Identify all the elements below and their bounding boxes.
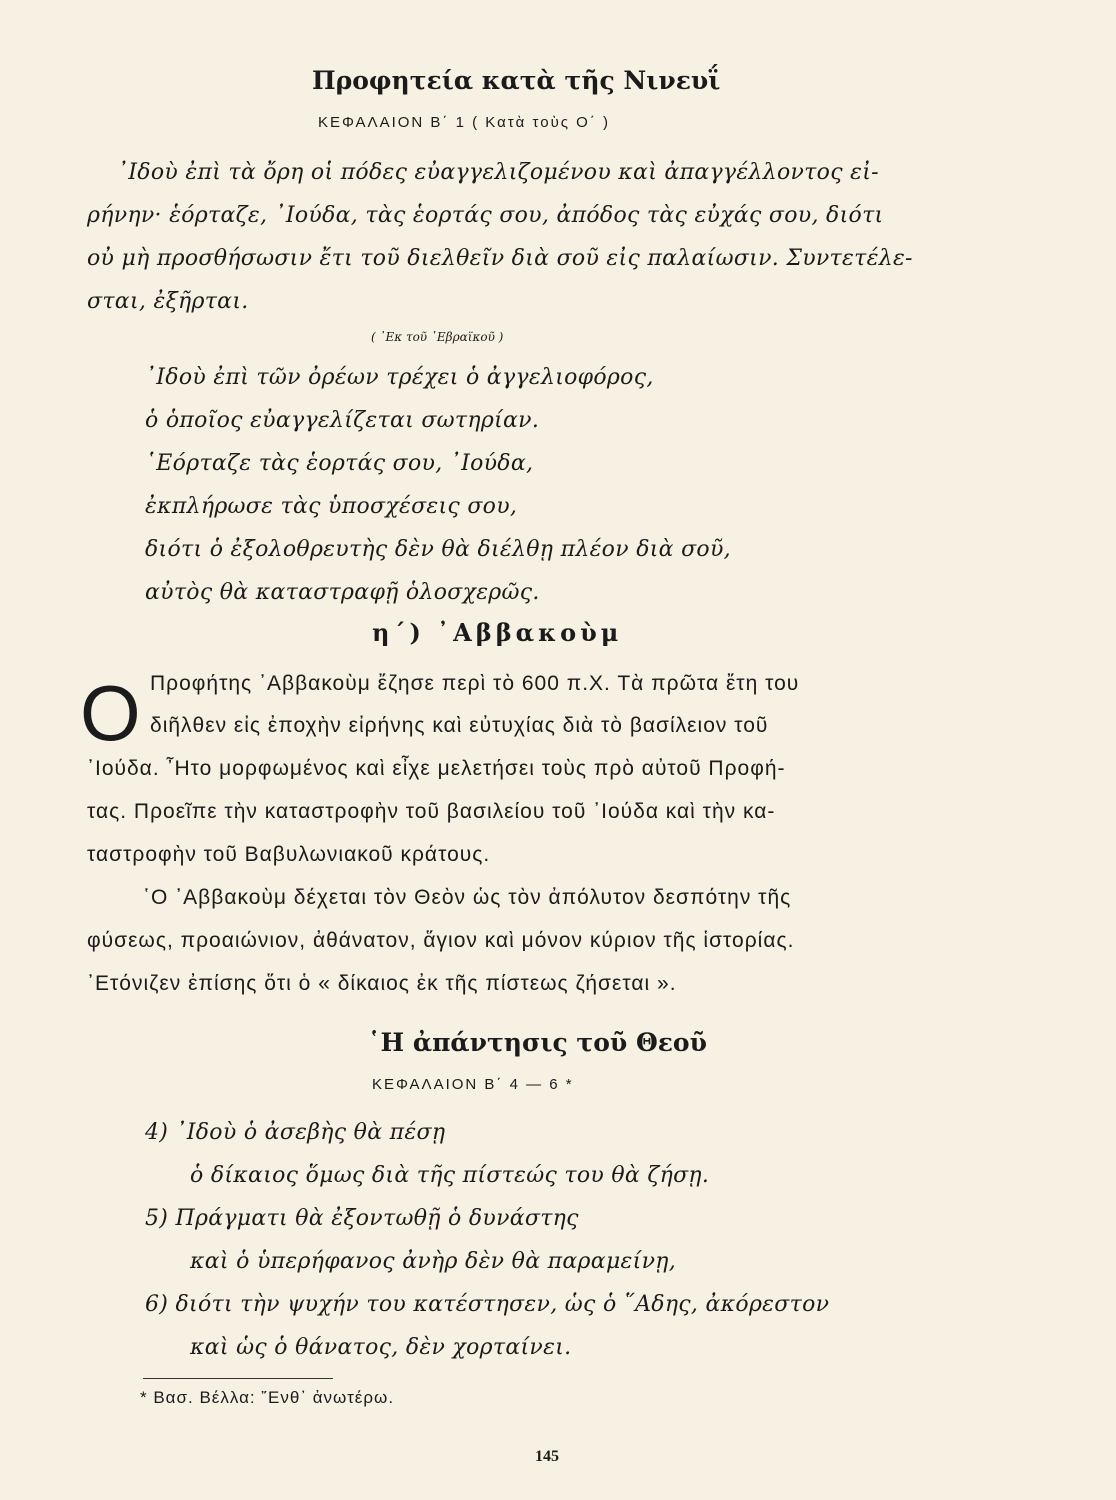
septuagint-line: ρήνην· ἑόρταζε, ᾿Ιούδα, τὰς ἑορτάς σου, ἀπόδος τὰς εὐχάς σου, διότι (87, 203, 884, 228)
habakkuk-para-line: διῆλθεν εἰς ἐποχὴν εἰρήνης καὶ εὐτυχίας διὰ τὸ βασίλειον τοῦ (150, 714, 769, 737)
verse-line: ὁ δίκαιος ὅμως διὰ τῆς πίστεώς του θὰ ζήσῃ. (190, 1163, 710, 1188)
septuagint-line: οὐ μὴ προσθήσωσιν ἔτι τοῦ διελθεῖν διὰ σοῦ εἰς παλαίωσιν. Συντετέλε- (87, 246, 913, 271)
verse-line: καὶ ὡς ὁ θάνατος, δὲν χορταίνει. (190, 1335, 572, 1360)
chapter-label-verses: ΚΕΦΑΛΑΙΟΝ Β΄ 4 — 6 * (372, 1076, 574, 1093)
habakkuk-para-line: ταστροφὴν τοῦ Βαβυλωνιακοῦ κράτους. (87, 843, 491, 866)
habakkuk-para-line: ᾿Ιούδα. ῏Ητο μορφωμένος καὶ εἶχε μελετήσει τοὺς πρὸ αὐτοῦ Προφή- (87, 757, 786, 780)
section-title-gods-answer: ῾Η ἀπάντησις τοῦ Θεοῦ (368, 1028, 707, 1057)
hebrew-line: ᾿Ιδοὺ ἐπὶ τῶν ὀρέων τρέχει ὁ ἀγγελιοφόρος, (145, 365, 654, 390)
septuagint-line: ᾿Ιδοὺ ἐπὶ τὰ ὄρη οἱ πόδες εὐαγγελιζομένου καὶ ἀπαγγέλλοντος εἰ- (117, 160, 879, 185)
chapter-label-septuagint: ΚΕΦΑΛΑΙΟΝ Β΄ 1 ( Κατὰ τοὺς Ο΄ ) (318, 114, 610, 131)
footnote-rule (143, 1378, 333, 1379)
drop-cap: Ο (80, 669, 141, 757)
septuagint-line: σται, ἐξῆρται. (87, 289, 249, 314)
verse-line: καὶ ὁ ὑπερήφανος ἀνὴρ δὲν θὰ παραμείνῃ, (190, 1249, 677, 1274)
verse-line: 4) ᾿Ιδοὺ ὁ ἀσεβὴς θὰ πέσῃ (145, 1120, 446, 1145)
habakkuk-para-line: τας. Προεῖπε τὴν καταστροφὴν τοῦ βασιλείου τοῦ ᾿Ιούδα καὶ τὴν κα- (87, 800, 776, 823)
habakkuk-para-line: Προφήτης ᾿Αββακοὺμ ἔζησε περὶ τὸ 600 π.Χ. Τὰ πρῶτα ἔτη του (150, 672, 800, 695)
hebrew-line: ἐκπλήρωσε τὰς ὑποσχέσεις σου, (145, 494, 518, 519)
hebrew-line: ὁ ὁποῖος εὐαγγελίζεται σωτηρίαν. (145, 408, 540, 433)
habakkuk-para-line: φύσεως, προαιώνιον, ἀθάνατον, ἅγιον καὶ μόνον κύριον τῆς ἱστορίας. (87, 929, 795, 952)
hebrew-line: αὐτὸς θὰ καταστραφῇ ὁλοσχερῶς. (145, 580, 540, 605)
hebrew-line: διότι ὁ ἐξολοθρευτὴς δὲν θὰ διέλθῃ πλέον διὰ σοῦ, (145, 537, 731, 562)
hebrew-line: ῾Εόρταζε τὰς ἑορτάς σου, ᾿Ιούδα, (145, 451, 534, 476)
hebrew-source-note: ( ᾿Εκ τοῦ ῾Εβραϊκοῦ ) (371, 330, 504, 344)
section-heading-habakkuk: η΄) ᾿Αββακοὺμ (372, 618, 623, 647)
section-title-nineveh: Προφητεία κατὰ τῆς Νινευΐ (312, 66, 721, 95)
page-number: 145 (535, 1448, 559, 1465)
habakkuk-para-line: ᾿Ετόνιζεν ἐπίσης ὅτι ὁ « δίκαιος ἐκ τῆς πίστεως ζήσεται ». (87, 972, 677, 995)
footnote: * Βασ. Βέλλα: ῎Ενθ᾿ ἀνωτέρω. (140, 1388, 395, 1407)
verse-line: 6) διότι τὴν ψυχήν του κατέστησεν, ὡς ὁ ῞Αδης, ἀκόρεστον (145, 1292, 830, 1317)
habakkuk-para-line: ῾Ο ᾿Αββακοὺμ δέχεται τὸν Θεὸν ὡς τὸν ἀπόλυτον δεσπότην τῆς (143, 886, 792, 909)
verse-line: 5) Πράγματι θὰ ἐξοντωθῇ ὁ δυνάστης (145, 1206, 579, 1231)
